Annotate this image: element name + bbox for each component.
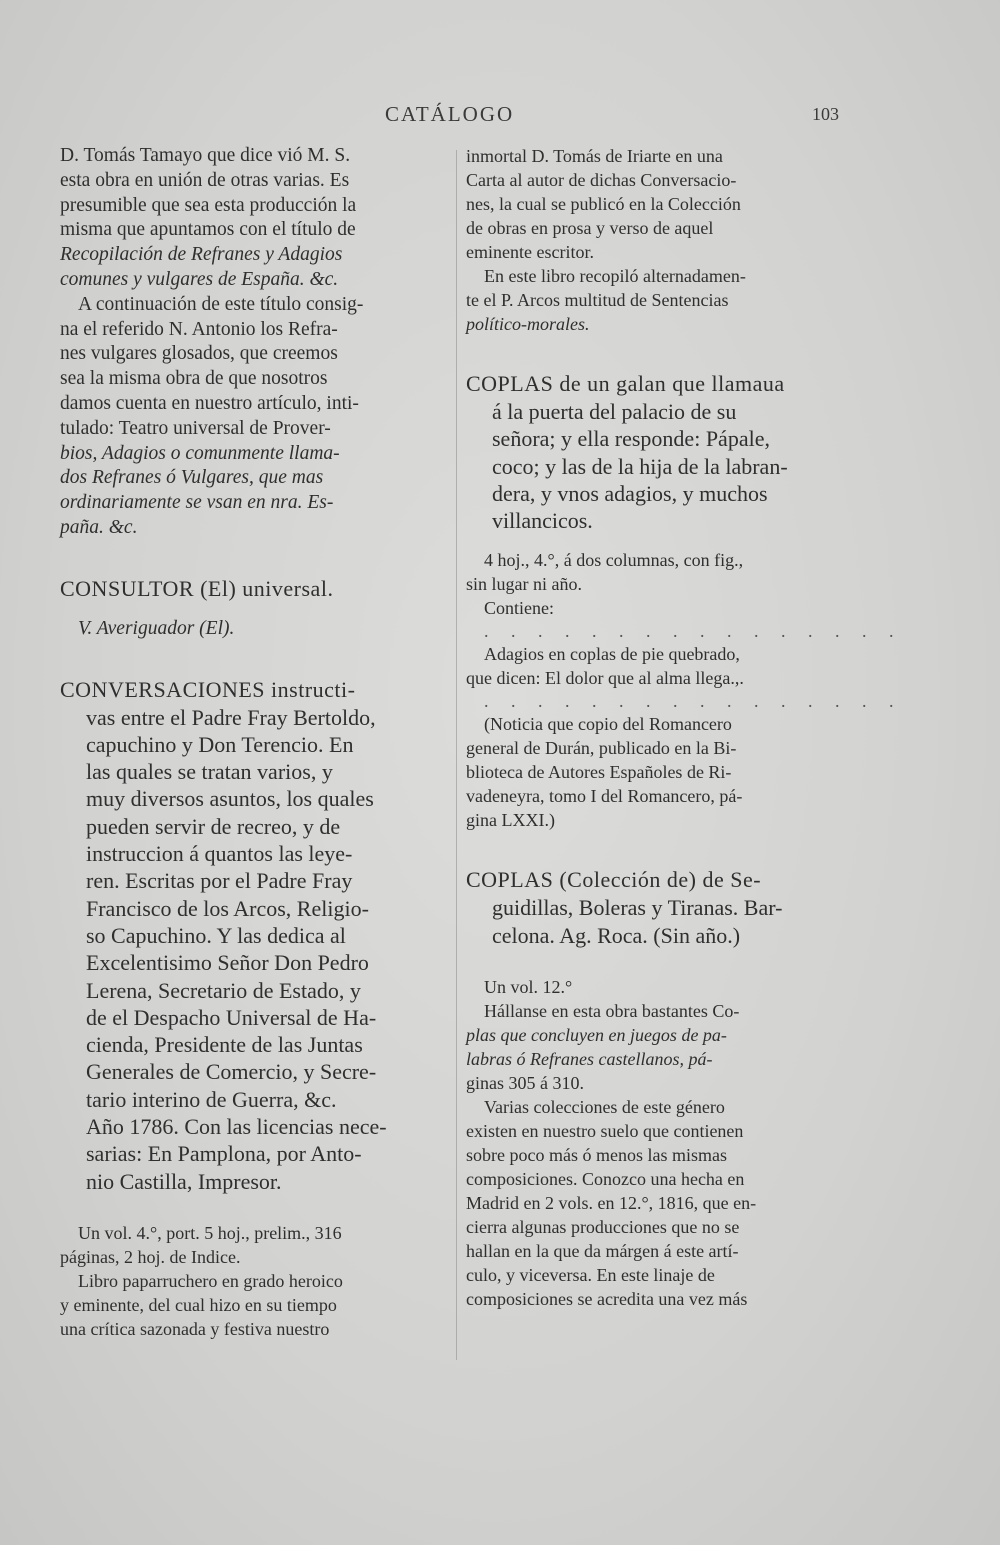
note-line: En este libro recopiló alternadamen-: [484, 266, 746, 286]
entry-heading-conversaciones: CONVERSACIONES instructi-: [60, 676, 356, 702]
text-line: sea la misma obra de que nosotros: [60, 368, 328, 390]
note-line: nes, la cual se publicó en la Colección: [466, 194, 741, 214]
title-line: Lerena, Secretario de Estado, y: [86, 977, 361, 1003]
note-line: vadeneyra, tomo I del Romancero, pá-: [466, 786, 743, 807]
text-line: bios, Adagios o comunmente llama-: [60, 442, 340, 464]
conversaciones-notes: [60, 1221, 445, 1341]
note-line: que dicen: El dolor que al alma llega.,.: [466, 668, 744, 689]
title-line: guidillas, Boleras y Tiranas. Bar-: [492, 895, 783, 921]
title-line: nio Castilla, Impresor.: [86, 1168, 282, 1194]
iriarte-continuation: [466, 144, 846, 336]
note-line: (Noticia que copio del Romancero: [484, 714, 732, 735]
note-line: cierra algunas producciones que no se: [466, 1217, 740, 1238]
title-line: ren. Escritas por el Padre Fray: [86, 868, 353, 894]
note-line: general de Durán, publicado en la Bi-: [466, 738, 737, 759]
note-line: composiciones se acredita una vez más: [466, 1289, 748, 1310]
title-line: cienda, Presidente de las Juntas: [86, 1032, 363, 1058]
note-line: Un vol. 12.°: [484, 977, 573, 998]
title-line: señora; y ella responde: Pápale,: [492, 426, 770, 452]
title-line: vas entre el Padre Fray Bertoldo,: [86, 704, 376, 730]
title-line: muy diversos asuntos, los quales: [86, 786, 374, 812]
note-line: composiciones. Conozco una hecha en: [466, 1169, 745, 1190]
title-line: Excelentisimo Señor Don Pedro: [86, 950, 369, 976]
title-line: pueden servir de recreo, y de: [86, 813, 341, 839]
coplas-coleccion-notes: [466, 975, 846, 1311]
note-line: una crítica sazonada y festiva nuestro: [60, 1318, 330, 1339]
text-line: comunes y vulgares de España. &c.: [60, 268, 339, 290]
title-line: dera, y vnos adagios, y muchos: [492, 480, 768, 506]
note-line: Adagios en coplas de pie quebrado,: [484, 644, 740, 665]
text-line: presumible que sea esta producción la: [60, 194, 357, 216]
title-line: villancicos.: [492, 508, 593, 534]
title-line: Francisco de los Arcos, Religio-: [86, 895, 369, 921]
running-title: CATÁLOGO: [385, 102, 515, 126]
note-line: Madrid en 2 vols. en 12.°, 1816, que en-: [466, 1193, 757, 1214]
title-line: sarias: En Pamplona, por Anto-: [86, 1141, 362, 1167]
title-line: so Capuchino. Y las dedica al: [86, 922, 346, 948]
note-line: labras ó Refranes castellanos, pá-: [466, 1049, 713, 1070]
note-line: páginas, 2 hoj. de Indice.: [60, 1246, 241, 1267]
note-line: eminente escritor.: [466, 242, 594, 262]
text-line: misma que apuntamos con el título de: [60, 219, 356, 241]
title-line: coco; y las de la hija de la labran-: [492, 453, 788, 479]
title-line: las quales se tratan varios, y: [86, 759, 333, 785]
note-line: Varias colecciones de este género: [484, 1097, 725, 1118]
entry-conversaciones: [60, 676, 445, 1195]
title-line: Generales de Comercio, y Secre-: [86, 1059, 377, 1085]
right-column: [466, 144, 903, 1311]
note-line: plas que concluyen en juegos de pa-: [466, 1025, 727, 1046]
note-line: Carta al autor de dichas Conversacio-: [466, 170, 737, 190]
note-line: culo, y viceversa. En este linaje de: [466, 1265, 715, 1286]
entry-heading-coplas: COPLAS de un galan que llamaua: [466, 371, 785, 396]
running-head: [0, 102, 1000, 132]
left-column: [60, 144, 445, 1341]
text-line: esta obra en unión de otras varias. Es: [60, 169, 350, 191]
title-line: instruccion á quantos las leye-: [86, 841, 353, 867]
column-divider: [456, 150, 457, 1360]
entry-coplas-coleccion: [466, 866, 846, 949]
text-line: ordinariamente se vsan en nra. Es-: [60, 492, 334, 514]
entry-coplas-galan: [466, 370, 846, 534]
ellipsis-row: . . . . . . . . . . . . . . . .: [484, 691, 903, 712]
note-line: Contiene:: [484, 598, 554, 619]
entry-continuation: [60, 144, 445, 541]
note-line: te el P. Arcos multitud de Sentencias: [466, 290, 729, 310]
note-line: sobre poco más ó menos las mismas: [466, 1145, 727, 1166]
note-line: Libro paparruchero en grado heroico: [78, 1270, 343, 1291]
note-line: ginas 305 á 310.: [466, 1073, 584, 1094]
title-line: Año 1786. Con las licencias nece-: [86, 1114, 387, 1139]
note-line: hallan en la que da márgen á este artí-: [466, 1241, 739, 1262]
note-line: existen en nuestro suelo que contienen: [466, 1121, 744, 1142]
title-line: á la puerta del palacio de su: [492, 399, 737, 424]
text-line: D. Tomás Tamayo que dice vió M. S.: [60, 145, 351, 166]
ellipsis-row: . . . . . . . . . . . . . . . .: [484, 621, 903, 642]
note-line: 4 hoj., 4.°, á dos columnas, con fig.,: [484, 550, 744, 571]
title-line: capuchino y Don Terencio. En: [86, 731, 354, 757]
title-line: de el Despacho Universal de Ha-: [86, 1004, 377, 1030]
text-line: paña. &c.: [60, 516, 138, 538]
title-line: celona. Ag. Roca. (Sin año.): [492, 922, 741, 948]
note-line: político-morales.: [466, 314, 590, 334]
coplas-notes: [466, 548, 903, 832]
entry-heading-coplas-coleccion: COPLAS (Colección de) de Se-: [466, 867, 762, 893]
page-number: 103: [812, 104, 839, 124]
note-line: gina LXXI.): [466, 810, 555, 831]
text-line: A continuación de este título consig-: [78, 293, 364, 315]
text-line: nes vulgares glosados, que creemos: [60, 343, 338, 365]
note-line: inmortal D. Tomás de Iriarte en una: [466, 146, 723, 166]
text-line: tulado: Teatro universal de Prover-: [60, 417, 331, 439]
text-line: Recopilación de Refranes y Adagios: [60, 244, 343, 266]
note-line: blioteca de Autores Españoles de Ri-: [466, 762, 732, 783]
text-line: damos cuenta en nuestro artículo, inti-: [60, 392, 359, 414]
text-line: dos Refranes ó Vulgares, que mas: [60, 467, 324, 489]
note-line: y eminente, del cual hizo en su tiempo: [60, 1294, 337, 1315]
note-line: Un vol. 4.°, port. 5 hoj., prelim., 316: [78, 1222, 342, 1243]
note-line: sin lugar ni año.: [466, 574, 582, 595]
cross-reference: V. Averiguador (El).: [78, 617, 235, 639]
entry-heading-consultor: CONSULTOR (El) universal.: [60, 575, 334, 601]
title-line: tario interino de Guerra, &c.: [86, 1086, 337, 1112]
text-line: na el referido N. Antonio los Refra-: [60, 318, 338, 340]
note-line: Hállanse en esta obra bastantes Co-: [484, 1001, 740, 1022]
note-line: de obras en prosa y verso de aquel: [466, 218, 714, 238]
